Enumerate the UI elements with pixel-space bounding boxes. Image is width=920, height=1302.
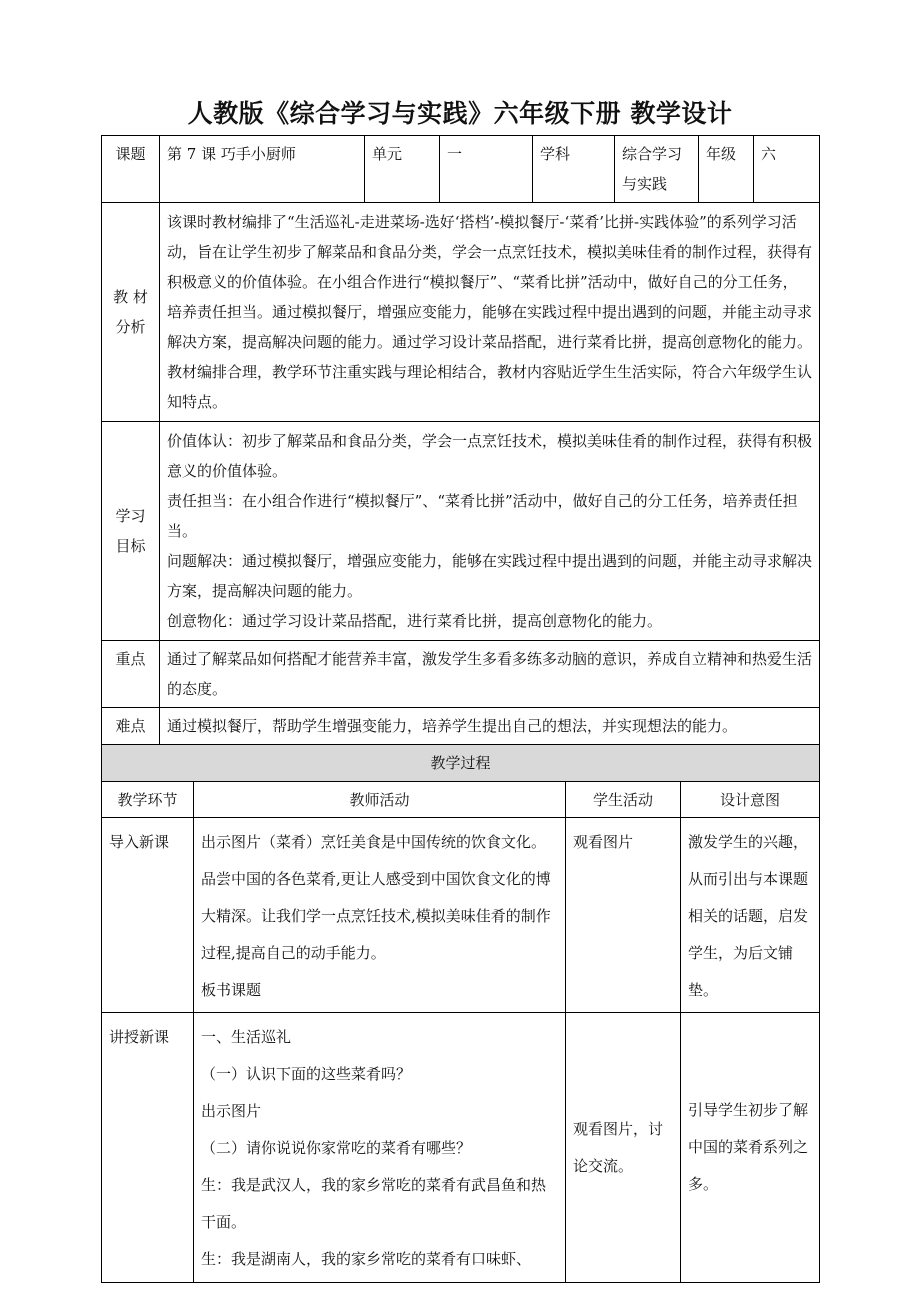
teacher-activity-line: 出示图片 bbox=[201, 1102, 262, 1120]
goals-label bbox=[102, 422, 160, 641]
subject-value: 综合学习与实践 bbox=[615, 136, 699, 203]
teacher-activity-line: 一、生活巡礼 bbox=[201, 1028, 292, 1046]
table-row bbox=[102, 818, 820, 1013]
teacher-activity-line: 出示图片（菜肴）烹饪美食是中国传统的饮食文化。品尝中国的各色菜肴,更让人感受到中国饮食文化的博大精深。让我们学一点烹饪技术,模拟美味佳肴的制作过程,提高自己的动手能力。 bbox=[201, 833, 551, 962]
grade-label: 年级 bbox=[699, 136, 754, 203]
process-header-intent: 设计意图 bbox=[681, 782, 820, 818]
analysis-label bbox=[102, 203, 160, 422]
goals-label-line2: 目标 bbox=[115, 537, 146, 555]
process-stage: 讲授新课 bbox=[102, 1013, 194, 1283]
teacher-activity-line: 生：我是武汉人，我的家乡常吃的菜肴有武昌鱼和热干面。 bbox=[201, 1176, 547, 1231]
key-point-text: 通过了解菜品如何搭配才能营养丰富，激发学生多看多练多动脑的意识，养成自立精神和热爱生活的态度。 bbox=[160, 641, 820, 708]
difficulty-text: 通过模拟餐厅，帮助学生增强变能力，培养学生提出自己的想法，并实现想法的能力。 bbox=[160, 708, 820, 745]
page-title: 人教版《综合学习与实践》六年级下册 教学设计 bbox=[187, 99, 733, 128]
unit-value: 一 bbox=[440, 136, 533, 203]
process-student: 观看图片，讨论交流。 bbox=[566, 1013, 681, 1283]
process-header-student: 学生活动 bbox=[566, 782, 681, 818]
teacher-activity-line: 板书课题 bbox=[201, 981, 262, 999]
process-header-stage: 教学环节 bbox=[102, 782, 194, 818]
process-intent: 激发学生的兴趣，从而引出与本课题相关的话题，启发学生，为后文铺垫。 bbox=[681, 818, 820, 1013]
unit-label: 单元 bbox=[365, 136, 440, 203]
process-student: 观看图片 bbox=[566, 818, 681, 1013]
analysis-label-line1: 教 材 bbox=[113, 288, 148, 306]
lesson-value: 第 7 课 巧手小厨师 bbox=[160, 136, 365, 203]
goals-label-line1: 学习 bbox=[115, 507, 146, 525]
teaching-process-table bbox=[101, 744, 820, 1283]
goal-item: 责任担当：在小组合作进行“模拟餐厅”、“菜肴比拼”活动中，做好自己的分工任务，培养责任担当。 bbox=[167, 492, 798, 540]
analysis-text: 该课时教材编排了“生活巡礼-走进菜场-选好‘搭档’-模拟餐厅-‘菜肴’比拼-实践体验”的系列学习活动，旨在让学生初步了解菜品和食品分类，学会一点烹饪技术，模拟美味佳肴的制作过程，获得有积极意义的价值体验。在小组合作进行“模拟餐厅”、“菜肴比拼”活动中，做好自己的分工任务，培养责任担当。通过模拟餐厅，增强应变能力，能够在实践过程中提出遇到的问题，并能主动寻求解决方案，提高解决问题的能力。通过学习设计菜品搭配，进行菜肴比拼，提高创意物化的能力。教材编排合理，教学环节注重实践与理论相结合，教材内容贴近学生生活实际，符合六年级学生认知特点。 bbox=[160, 203, 820, 422]
analysis-label-line2: 分析 bbox=[115, 318, 146, 336]
goal-item: 创意物化：通过学习设计菜品搭配，进行菜肴比拼，提高创意物化的能力。 bbox=[167, 612, 663, 630]
difficulty-label: 难点 bbox=[102, 708, 160, 745]
table-row bbox=[102, 1013, 820, 1283]
process-teacher bbox=[194, 1013, 566, 1283]
grade-value: 六 bbox=[754, 136, 820, 203]
goals-cell bbox=[160, 422, 820, 641]
process-header-teacher: 教师活动 bbox=[194, 782, 566, 818]
process-section-title: 教学过程 bbox=[102, 745, 820, 782]
process-stage: 导入新课 bbox=[102, 818, 194, 1013]
lesson-label: 课题 bbox=[102, 136, 160, 203]
goal-item: 价值体认：初步了解菜品和食品分类，学会一点烹饪技术，模拟美味佳肴的制作过程，获得有积极意义的价值体验。 bbox=[167, 432, 813, 480]
subject-label: 学科 bbox=[533, 136, 615, 203]
goal-item: 问题解决：通过模拟餐厅，增强应变能力，能够在实践过程中提出遇到的问题，并能主动寻求解决方案，提高解决问题的能力。 bbox=[167, 552, 813, 600]
teacher-activity-line: （二）请你说说你家常吃的菜肴有哪些？ bbox=[201, 1139, 472, 1157]
process-teacher bbox=[194, 818, 566, 1013]
lesson-info-table bbox=[101, 135, 820, 745]
process-intent: 引导学生初步了解中国的菜肴系列之多。 bbox=[681, 1013, 820, 1283]
teacher-activity-line: 生：我是湖南人，我的家乡常吃的菜肴有口味虾、 bbox=[201, 1250, 532, 1268]
key-point-label: 重点 bbox=[102, 641, 160, 708]
teacher-activity-line: （一）认识下面的这些菜肴吗？ bbox=[201, 1065, 412, 1083]
